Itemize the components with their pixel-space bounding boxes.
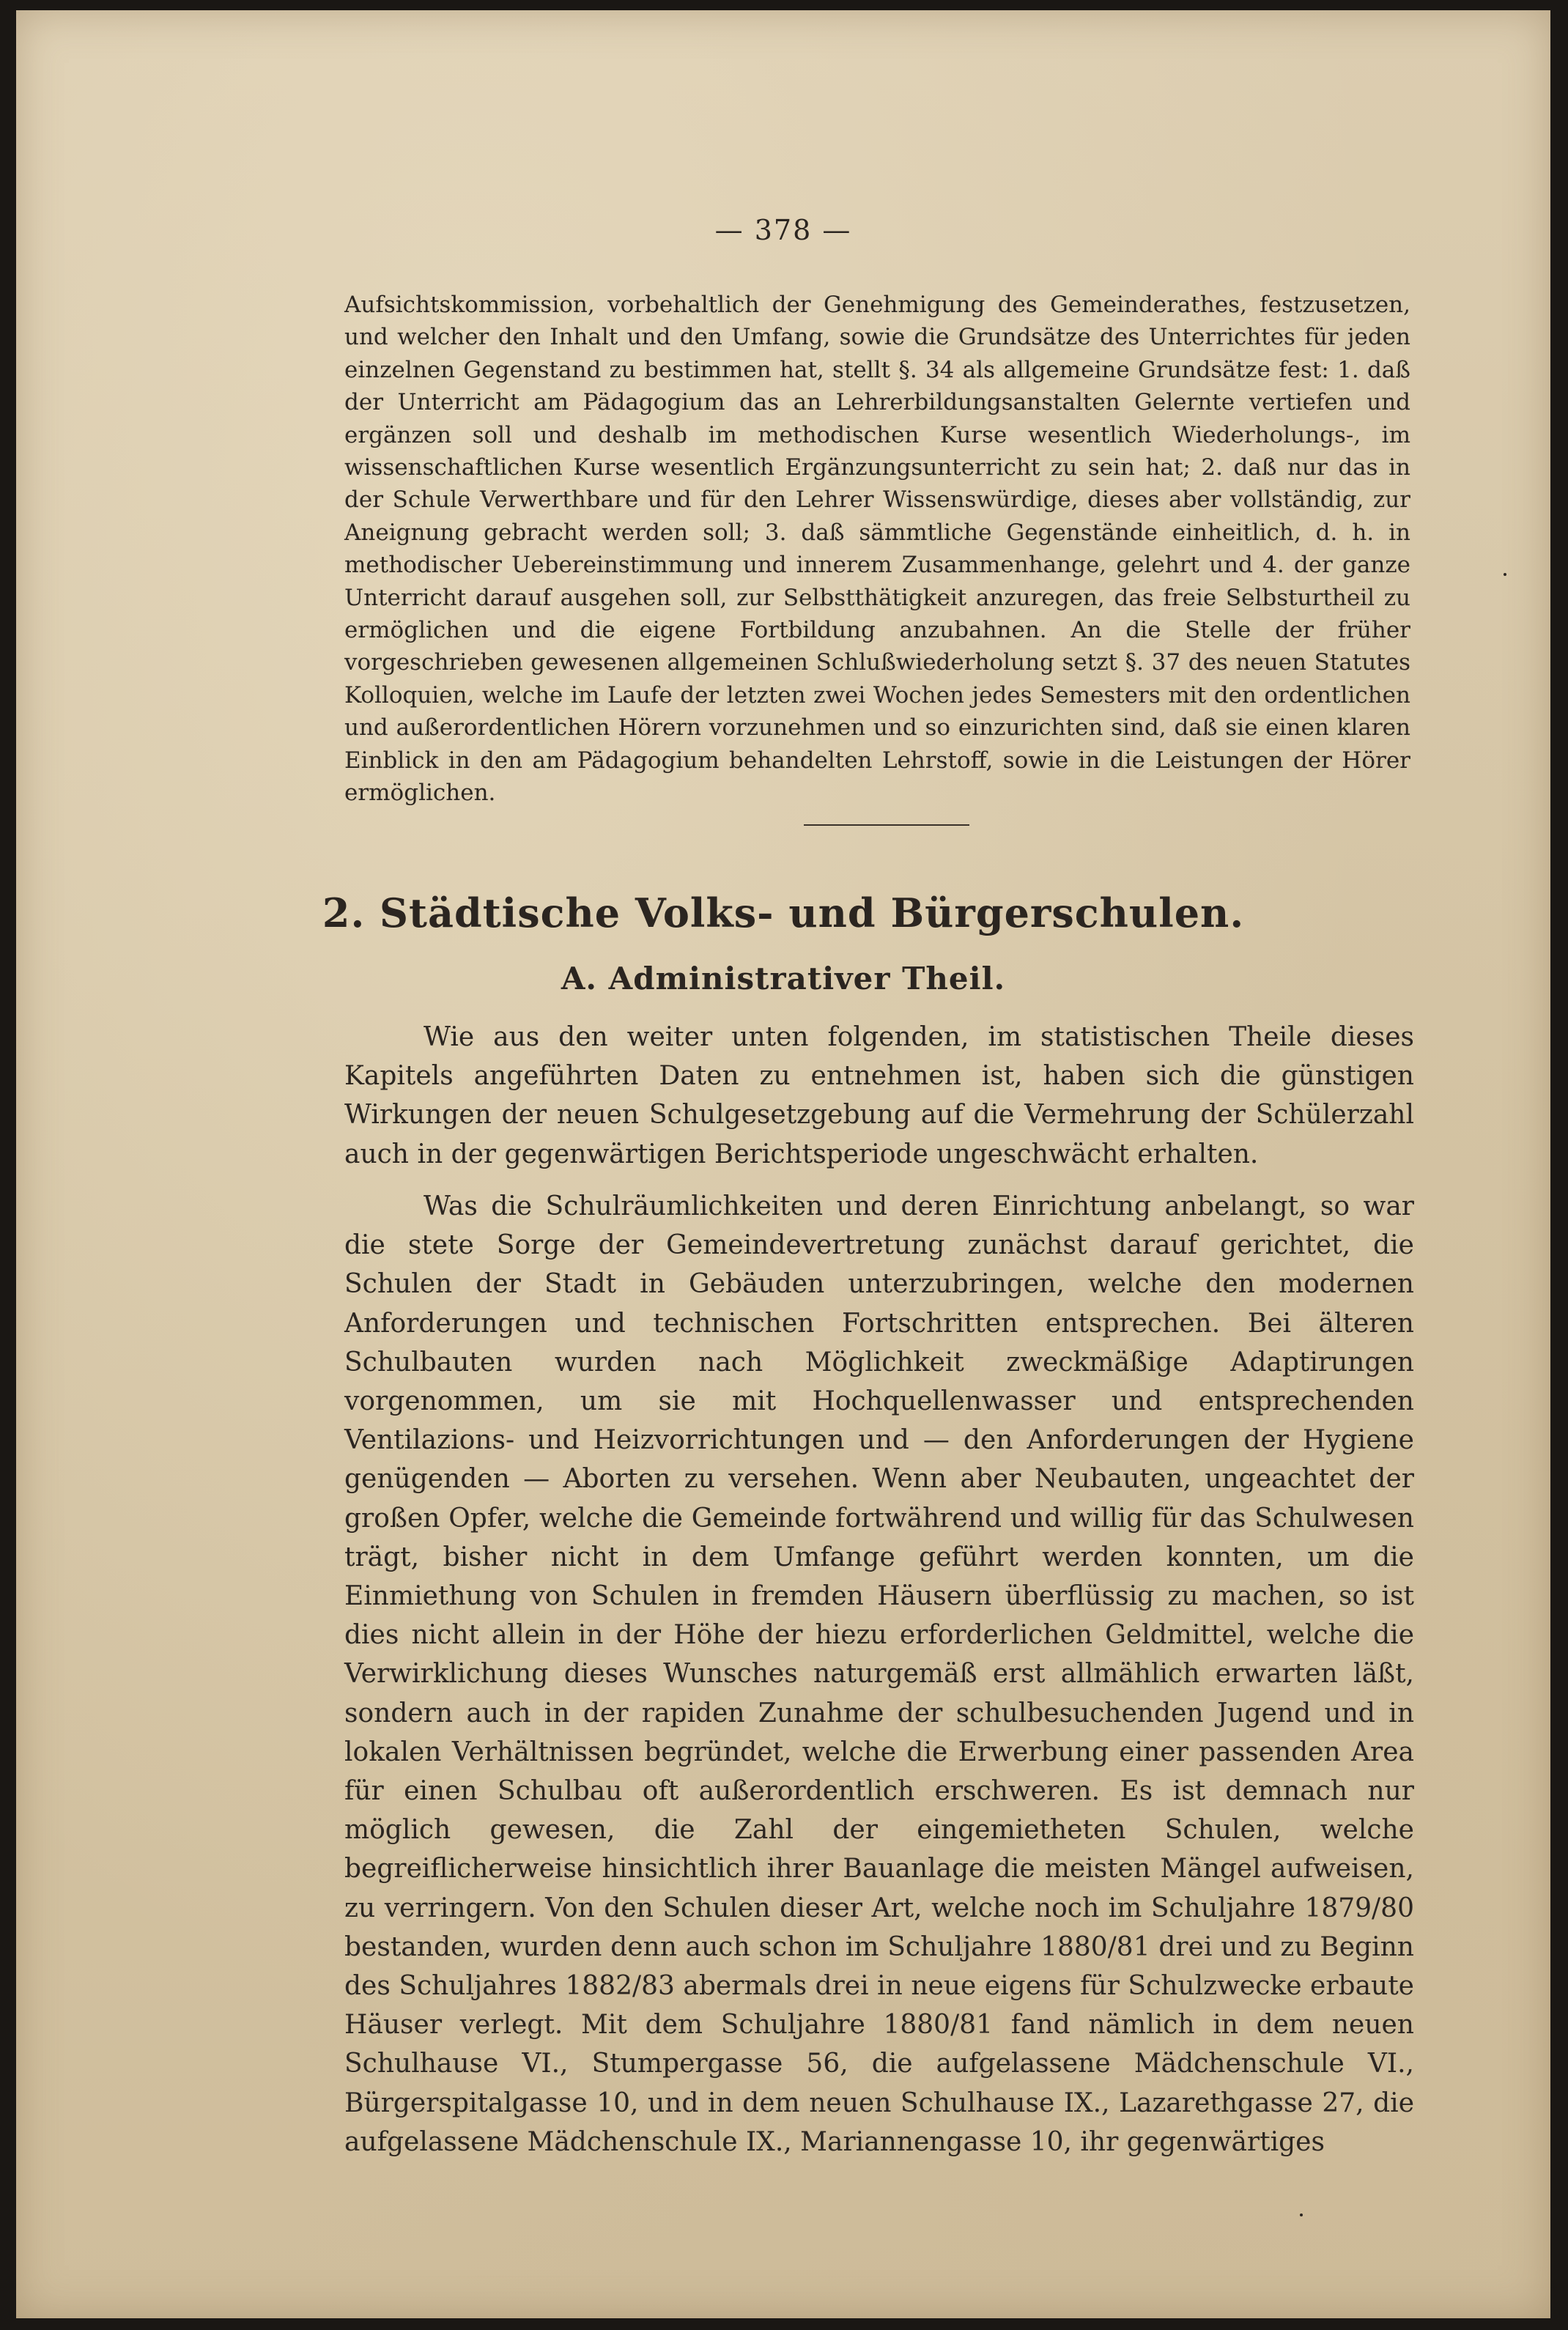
body-paragraph-2: Was die Schulräumlichkeiten und deren Einrichtung anbelangt, so war die stete Sorge der Gemeindevertretung zunächst darauf gerichtet, die Schulen der Stadt in Gebäuden unterzubringen, welche den modernen Anforderungen und technischen Fortschritten entsprechen. Bei älteren Schulbauten wurden nach Möglichkeit zweckmäßige Adaptirungen vorgenommen, um sie mit Hochquellenwasser und entsprechenden Ventilazions- und Heizvorrichtungen und — den Anforderungen der Hygiene genügenden — Aborten zu versehen. Wenn aber Neubauten, ungeachtet der großen Opfer, welche die Gemeinde fortwährend und willig für das Schulwesen trägt, bisher nicht in dem Umfange geführt werden konnten, um die Einmiethung von Schulen in fremden Häusern überflüssig zu machen, so ist dies nicht allein in der Höhe der hiezu erforderlichen Geldmittel, welche die Verwirklichung dieses Wunsches naturgemäß erst allmählich erwarten läßt, sondern auch in der rapiden Zunahme der schulbesuchenden Jugend und in lokalen Verhältnissen begründet, welche die Erwerbung einer passenden Area für einen Schulbau oft außerordentlich erschweren. Es ist demnach nur möglich gewesen, die Zahl der eingemietheten Schulen, welche begreiflicherweise hinsichtlich ihrer Bauanlage die meisten Mängel aufweisen, zu verringern. Von den Schulen dieser Art, welche noch im Schuljahre 1879/80 bestanden, wurden denn auch schon im Schuljahre 1880/81 drei und zu Beginn des Schuljahres 1882/83 abermals drei in neue eigens für Schulzwecke erbaute Häuser verlegt. Mit dem Schuljahre 1880/81 fand nämlich in dem neuen Schulhause VI., Stumpergasse 56, die aufgelassene Mädchenschule VI., Bürgerspitalgasse 10, und in dem neuen Schulhause IX., Lazarethgasse 27, die aufgelassene Mädchenschule IX., Mariannengasse 10, ihr gegenwärtiges bbox=[344, 1191, 1414, 2157]
page-number: — 378 — bbox=[714, 214, 852, 246]
margin-speck bbox=[1504, 573, 1506, 576]
section-divider bbox=[804, 824, 969, 826]
intro-paragraph: Aufsichtskommission, vorbehaltlich der Genehmigung des Gemeinderathes, festzusetzen, und welcher den Inhalt und den Umfang, sowie die Grundsätze des Unterrichtes für jeden einzelnen Gegenstand zu bestimmen hat, stellt §. 34 als allgemeine Grundsätze fest: 1. daß der Unterricht am Pädagogium das an Lehrerbildungsanstalten Gelernte vertiefen und ergänzen soll und deshalb im methodischen Kurse wesentlich Wiederholungs-, im wissenschaftlichen Kurse wesentlich Ergänzungsunterricht zu sein hat; 2. daß nur das in der Schule Verwerthbare und für den Lehrer Wissenswürdige, dieses aber vollständig, zur Aneignung gebracht werden soll; 3. daß sämmtliche Gegenstände einheitlich, d. h. in methodischer Uebereinstimmung und innerem Zusammenhange, gelehrt und 4. der ganze Unterricht darauf ausgehen soll, zur Selbstthätigkeit anzuregen, das freie Selbsturtheil zu ermöglichen und die eigene Fortbildung anzubahnen. An die Stelle der früher vorgeschrieben gewesenen allgemeinen Schlußwiederholung setzt §. 37 des neuen Statutes Kolloquien, welche im Laufe der letzten zwei Wochen jedes Semesters mit den ordentlichen und außerordentlichen Hörern vorzunehmen und so einzurichten sind, daß sie einen klaren Einblick in den am Pädagogium behandelten Lehrstoff, sowie in die Leistungen der Hörer ermöglichen. bbox=[344, 292, 1410, 807]
sub-heading: A. Administrativer Theil. bbox=[561, 961, 1006, 996]
document-page bbox=[16, 10, 1550, 2318]
section-heading: 2. Städtische Volks- und Bürgerschulen. bbox=[322, 890, 1245, 936]
body-paragraph-1: Wie aus den weiter unten folgenden, im statistischen Theile dieses Kapitels angeführten Daten zu entnehmen ist, haben sich die günstigen Wirkungen der neuen Schulgesetzgebung auf die Vermehrung der Schülerzahl auch in der gegenwärtigen Berichtsperiode ungeschwächt erhalten. bbox=[344, 1022, 1414, 1169]
margin-speck bbox=[1300, 2214, 1303, 2216]
